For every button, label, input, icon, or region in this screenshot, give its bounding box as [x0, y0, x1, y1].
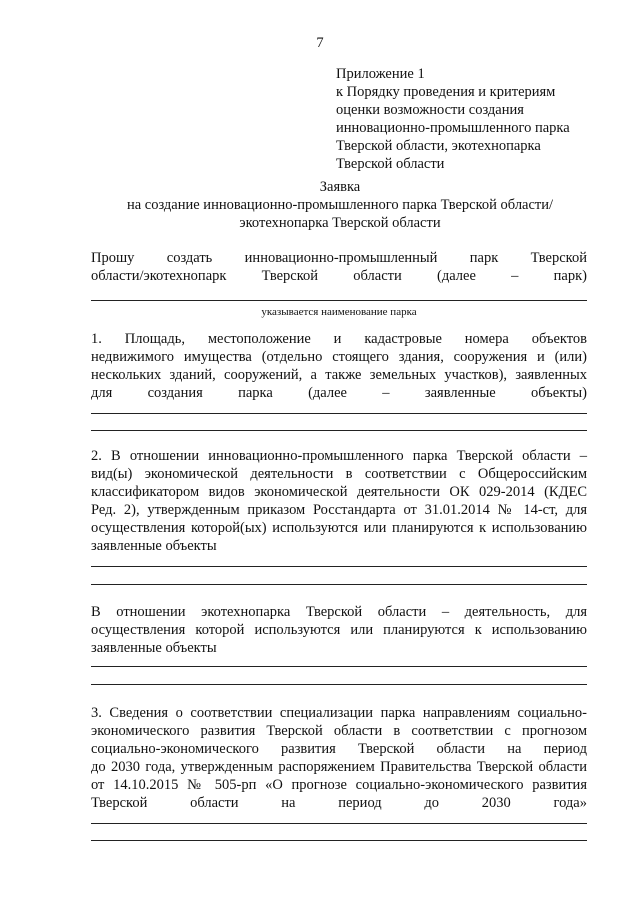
- section-3-line: социально-экономического развития Тверской области на период: [91, 741, 587, 757]
- section-1-line: недвижимого имущества (отдельно стоящего здания, сооружения и (или): [91, 349, 587, 365]
- section-1-line: 1. Площадь, местоположение и кадастровые номера объектов: [91, 331, 587, 347]
- document-subtitle-line: экотехнопарка Тверской области: [239, 215, 441, 231]
- section-2-paragraph: [91, 447, 587, 555]
- section-3-line: 3. Сведения о соответствии специализации парка направлениям социально-: [91, 705, 587, 721]
- park-name-field-line[interactable]: [91, 300, 587, 301]
- park-name-caption: указывается наименование парка: [261, 306, 417, 318]
- section-1-answer-line[interactable]: [91, 413, 587, 414]
- appendix-line: Тверской области, экотехнопарка: [336, 138, 541, 154]
- page-number: 7: [316, 35, 324, 51]
- section-1-line: для создания парка (далее – заявленные объекты): [91, 385, 587, 401]
- section-1-line: нескольких зданий, сооружений, а также земельных участков), заявленных: [91, 367, 587, 383]
- section-2b-line: В отношении экотехнопарка Тверской области – деятельность, для: [91, 604, 587, 620]
- section-2-line: осуществления которой(ых) используются или планируются к использованию: [91, 520, 587, 536]
- appendix-line: оценки возможности создания: [336, 102, 524, 118]
- document-subtitle-line: на создание инновационно-промышленного парка Тверской области/: [126, 197, 554, 213]
- section-2-line: 2. В отношении инновационно-промышленного парка Тверской области –: [91, 448, 587, 464]
- appendix-line: Приложение 1: [336, 66, 425, 82]
- section-3-paragraph: [91, 704, 587, 812]
- section-3-answer-line[interactable]: [91, 840, 587, 841]
- section-2b-answer-line[interactable]: [91, 666, 587, 667]
- section-2-line: вид(ы) экономической деятельности в соответствии с Общероссийским: [91, 466, 587, 482]
- section-2-answer-line[interactable]: [91, 584, 587, 585]
- appendix-header: [336, 65, 636, 173]
- section-2b-answer-line[interactable]: [91, 684, 587, 685]
- section-2-line: Ред. 2), утвержденным приказом Росстандарта от 31.01.2014 № 14-ст, для: [91, 502, 587, 518]
- section-1-paragraph: [91, 330, 587, 402]
- section-1-answer-line[interactable]: [91, 430, 587, 431]
- appendix-line: Тверской области: [336, 156, 445, 172]
- appendix-line: инновационно-промышленного парка: [336, 120, 570, 136]
- appendix-line: к Порядку проведения и критериям: [336, 84, 556, 100]
- section-3-line: до 2030 года, утвержденным распоряжением Правительства Тверской области: [91, 759, 587, 775]
- section-3-line: экономического развития Тверской области в соответствии с прогнозом: [91, 723, 587, 739]
- section-3-line: Тверской области на период до 2030 года»: [91, 795, 587, 811]
- section-3-answer-line[interactable]: [91, 823, 587, 824]
- section-2b-line: осуществления которой используются или планируются к использованию: [91, 622, 587, 638]
- section-2-line: классификатором видов экономической деятельности ОК 029-2014 (КДЕС: [91, 484, 587, 500]
- section-2b-line: заявленные объекты: [91, 640, 217, 656]
- section-2b-paragraph: [91, 603, 587, 657]
- request-line: области/экотехнопарк Тверской области (далее – парк): [91, 268, 587, 284]
- section-3-line: от 14.10.2015 № 505-рп «О прогнозе социально-экономического развития: [91, 777, 587, 793]
- section-2-line: заявленные объекты: [91, 538, 217, 554]
- document-title: Заявка: [319, 179, 361, 195]
- section-2-answer-line[interactable]: [91, 566, 587, 567]
- request-line: Прошу создать инновационно-промышленный парк Тверской: [91, 250, 587, 266]
- request-paragraph: [91, 249, 587, 285]
